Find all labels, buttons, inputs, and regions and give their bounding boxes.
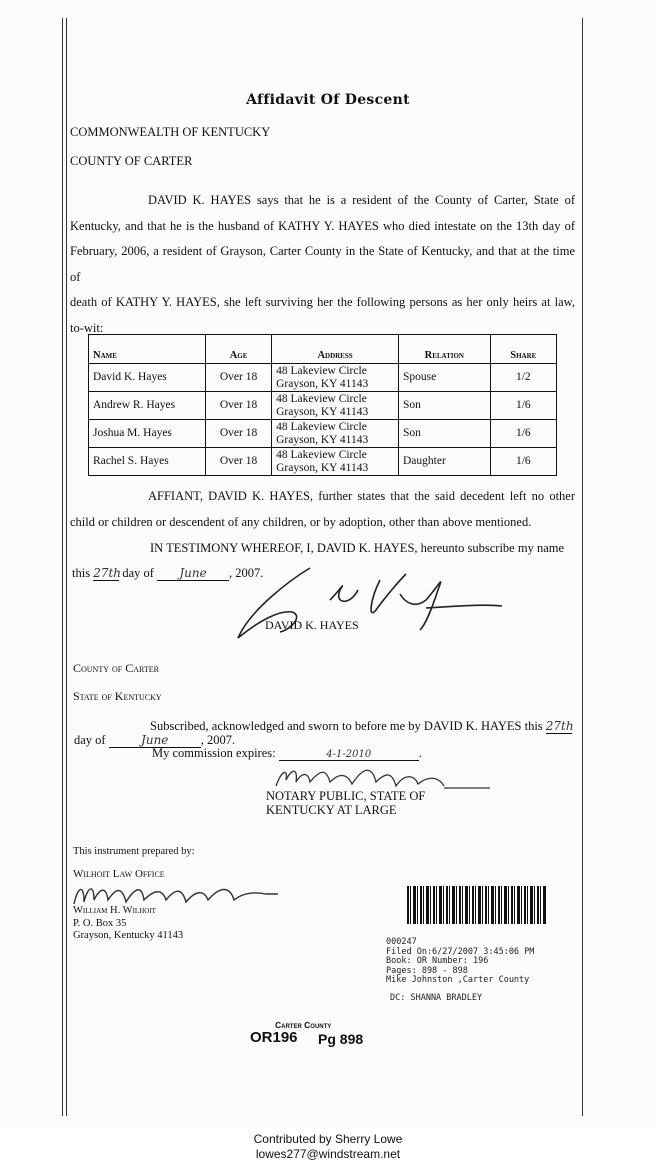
cell-age: Over 18 (206, 364, 272, 392)
county-heading: COUNTY OF CARTER (70, 154, 193, 168)
para1-line1: DAVID K. HAYES says that he is a resident of the County of Carter, State of (148, 193, 575, 207)
cell-share: 1/6 (490, 392, 556, 420)
cell-relation: Spouse (398, 364, 490, 392)
cell-address-line1: 48 Lakeview Circle (276, 420, 367, 433)
cell-address-line2: Grayson, KY 41143 (276, 433, 369, 446)
table-row (89, 364, 557, 392)
testimony-month: June (157, 566, 229, 581)
header-name: Name (89, 335, 206, 364)
document-title: Affidavit Of Descent (246, 92, 410, 108)
book-reference: OR196 (250, 1029, 298, 1046)
cell-share: 1/6 (490, 448, 556, 476)
prepared-by-label: This instrument prepared by: (73, 846, 195, 857)
preparer-signature-text: William H. Wilhoit (170, 900, 178, 901)
affiant-paragraph (70, 484, 575, 535)
affiant-name: DAVID K. HAYES (265, 618, 359, 632)
testimony-line: IN TESTIMONY WHEREOF, I, DAVID K. HAYES, hereunto subscribe my name (150, 541, 565, 555)
header-share: Share (490, 335, 556, 364)
cell-relation: Son (398, 392, 490, 420)
sworn-line (150, 719, 572, 734)
footer-email: lowes277@windstream.net (255, 1147, 401, 1161)
affiant-signature-svg (230, 560, 510, 650)
day-of-label: day of (122, 566, 154, 580)
barcode (407, 886, 546, 924)
cell-age: Over 18 (206, 392, 272, 420)
sworn-year: , 2007. (200, 733, 236, 747)
cell-address-line1: 48 Lakeview Circle (276, 448, 367, 461)
recording-stamp (386, 938, 534, 1003)
table-row (89, 448, 557, 476)
affiant-signature-text: David K. Hayes (430, 600, 437, 601)
cell-address (272, 364, 399, 392)
notary-signature-text: Miranda Waggoner (368, 782, 376, 783)
cell-relation: Daughter (398, 448, 490, 476)
notary-line2: KENTUCKY AT LARGE (266, 803, 397, 817)
para1-line4: death of KATHY Y. HAYES, she left surviving her the following persons as her only heirs at law, (70, 295, 575, 309)
sworn-text: Subscribed, acknowledged and sworn to before me by DAVID K. HAYES this (150, 719, 543, 733)
stamp-line5: Mike Johnston ,Carter County (386, 975, 530, 985)
preparer-name: William H. Wilhoit (73, 905, 156, 916)
cell-share: 1/6 (490, 420, 556, 448)
commission-value: 4-1-2010 (279, 749, 419, 761)
header-age: Age (206, 335, 272, 364)
header-address: Address (272, 335, 399, 364)
cell-address-line2: Grayson, KY 41143 (276, 377, 369, 390)
heirs-paragraph (70, 188, 575, 341)
cell-relation: Son (398, 420, 490, 448)
county-heading-2: County of Carter (73, 661, 159, 675)
stamp-line2: Filed On:6/27/2007 3:45:06 PM (386, 946, 535, 957)
preparer-address-2: Grayson, Kentucky 41143 (73, 930, 184, 941)
law-office-name: Wilhoit Law Office (73, 868, 165, 880)
cell-name: David K. Hayes (89, 364, 206, 392)
sworn-month: June (109, 733, 201, 748)
commission-line (152, 746, 422, 761)
heirs-table (88, 334, 557, 476)
carter-county-label: Carter County (275, 1020, 332, 1030)
this-prefix: this (72, 566, 91, 580)
table-header-row (89, 335, 557, 364)
cell-address-line1: 48 Lakeview Circle (276, 364, 367, 377)
stamp-line4: Pages: 898 - 898 (386, 965, 468, 976)
para1-line5: to-wit: (70, 320, 104, 335)
notary-line1: NOTARY PUBLIC, STATE OF (266, 789, 426, 803)
table-row (89, 420, 557, 448)
cell-name: Rachel S. Hayes (89, 448, 206, 476)
footer-contributor: Contributed by Sherry Lowe (253, 1132, 403, 1146)
commission-label: My commission expires: (152, 746, 276, 760)
cell-address (272, 448, 399, 476)
table-row (89, 392, 557, 420)
cell-address-line2: Grayson, KY 41143 (276, 461, 369, 474)
cell-age: Over 18 (206, 420, 272, 448)
commission-period: . (418, 746, 422, 760)
cell-age: Over 18 (206, 448, 272, 476)
sworn-day: 27th (545, 719, 574, 733)
sworn-dayof-label: day of (74, 733, 106, 747)
cell-address-line1: 48 Lakeview Circle (276, 392, 367, 405)
cell-name: Andrew R. Hayes (89, 392, 206, 420)
commonwealth-heading: COMMONWEALTH OF KENTUCKY (70, 125, 271, 139)
left-margin-line-inner (66, 18, 67, 1116)
stamp-line1: 000247 (386, 937, 417, 947)
testimony-day: 27th (93, 566, 122, 580)
testimony-year: , 2007. (229, 566, 264, 580)
para2-line1: AFFIANT, DAVID K. HAYES, further states that the said decedent left no other (148, 489, 575, 503)
right-margin-line (582, 18, 583, 1116)
cell-address (272, 392, 399, 420)
left-margin-line (62, 18, 63, 1116)
para1-line2: Kentucky, and that he is the husband of KATHY Y. HAYES who died intestate on the 13th day of (70, 218, 575, 233)
stamp-line3: Book: OR Number: 196 (386, 956, 489, 966)
stamp-line6: DC: SHANNA BRADLEY (390, 992, 483, 1003)
cell-address-line2: Grayson, KY 41143 (276, 405, 369, 418)
cell-name: Joshua M. Hayes (89, 420, 206, 448)
page-reference: Pg 898 (318, 1031, 364, 1047)
state-heading-2: State of Kentucky (73, 689, 162, 703)
cell-share: 1/2 (490, 364, 556, 392)
cell-address (272, 420, 399, 448)
preparer-address-1: P. O. Box 35 (73, 918, 127, 929)
header-relation: Relation (398, 335, 490, 364)
para1-line3: February, 2006, a resident of Grayson, Carter County in the State of Kentucky, and that at the time of (70, 244, 575, 284)
para2-line2: child or children or descendent of any children, or by adoption, other than above mentioned. (70, 514, 532, 529)
